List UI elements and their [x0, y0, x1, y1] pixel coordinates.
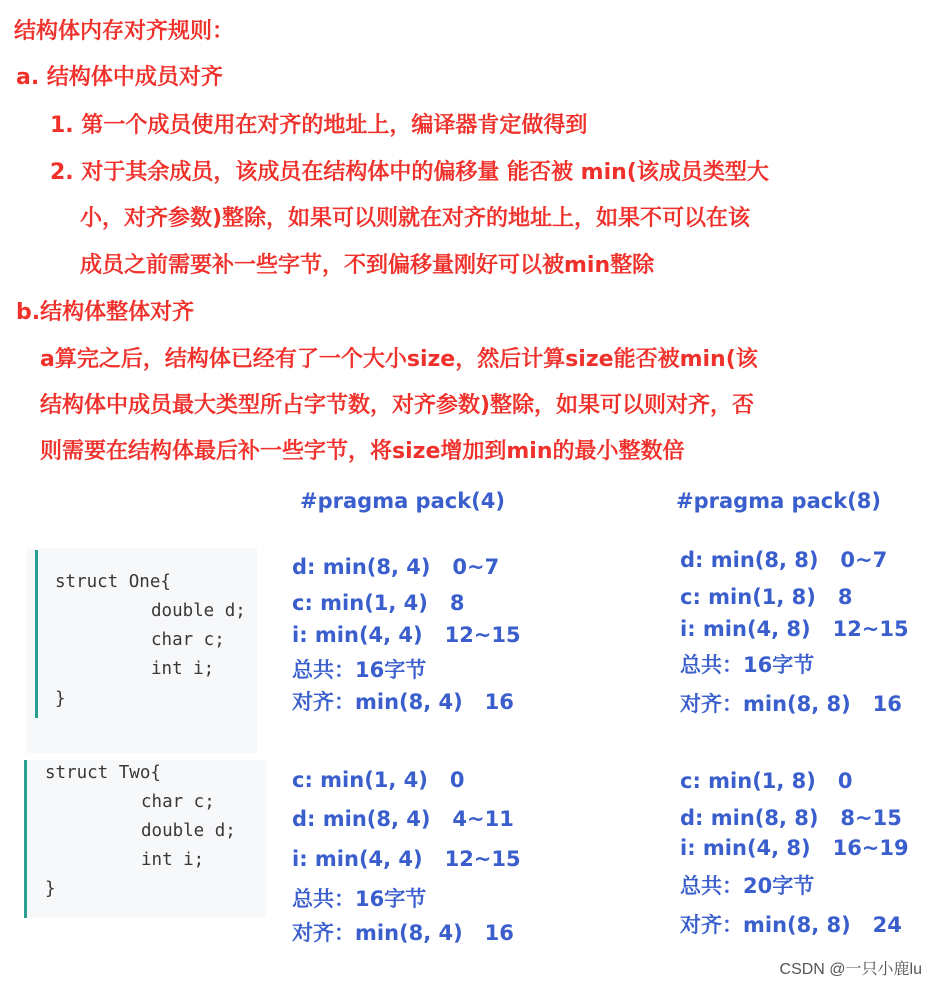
- one-pack8-i: i: min(4, 8) 12~15: [680, 617, 909, 641]
- pack4-header: #pragma pack(4): [300, 489, 505, 513]
- two-pack4-align: 对齐：min(8, 4) 16: [292, 921, 514, 945]
- pack8-header: #pragma pack(8): [676, 489, 881, 513]
- code-line: char c;: [141, 792, 215, 812]
- code-line: int i;: [151, 659, 215, 679]
- rule-a-item2-line2: 小，对齐参数)整除，如果可以则就在对齐的地址上，如果不可以在该: [80, 206, 751, 231]
- one-pack4-c: c: min(1, 4) 8: [292, 591, 465, 615]
- code-line: struct Two{: [45, 763, 161, 783]
- code-panel-struct-two: [24, 760, 266, 918]
- rule-a-item2-line1: 2. 对于其余成员，该成员在结构体中的偏移量 能否被 min(该成员类型大: [50, 160, 769, 185]
- code-accent-bar: [24, 760, 27, 918]
- code-line: struct One{: [55, 572, 171, 592]
- code-line: int i;: [141, 850, 205, 870]
- code-panel-struct-one: [27, 548, 257, 753]
- one-pack8-d: d: min(8, 8) 0~7: [680, 548, 888, 572]
- code-line: }: [45, 879, 56, 899]
- two-pack4-c: c: min(1, 4) 0: [292, 768, 465, 792]
- two-pack8-d: d: min(8, 8) 8~15: [680, 806, 902, 830]
- rule-b-line1: a算完之后，结构体已经有了一个大小size，然后计算size能否被min(该: [40, 347, 758, 372]
- rules-title: 结构体内存对齐规则：: [14, 19, 235, 44]
- two-pack8-total: 总共：20字节: [680, 874, 815, 898]
- rule-a-item1: 1. 第一个成员使用在对齐的地址上，编译器肯定做得到: [50, 113, 588, 138]
- rule-a-heading: a. 结构体中成员对齐: [16, 65, 223, 90]
- one-pack4-align: 对齐：min(8, 4) 16: [292, 690, 514, 714]
- csdn-watermark: CSDN @一只小鹿lu: [779, 961, 922, 978]
- code-accent-bar: [35, 550, 38, 718]
- rule-a-item2-line3: 成员之前需要补一些字节，不到偏移量刚好可以被min整除: [80, 253, 655, 278]
- rule-b-line2: 结构体中成员最大类型所占字节数，对齐参数)整除，如果可以则对齐，否: [40, 393, 755, 418]
- code-line: double d;: [151, 601, 246, 621]
- two-pack4-d: d: min(8, 4) 4~11: [292, 807, 514, 831]
- two-pack4-i: i: min(4, 4) 12~15: [292, 847, 521, 871]
- one-pack8-c: c: min(1, 8) 8: [680, 585, 853, 609]
- rule-b-line3: 则需要在结构体最后补一些字节，将size增加到min的最小整数倍: [40, 439, 685, 464]
- one-pack4-i: i: min(4, 4) 12~15: [292, 623, 521, 647]
- one-pack4-total: 总共：16字节: [292, 658, 427, 682]
- code-line: char c;: [151, 630, 225, 650]
- two-pack8-i: i: min(4, 8) 16~19: [680, 836, 909, 860]
- two-pack8-c: c: min(1, 8) 0: [680, 769, 853, 793]
- code-line: }: [55, 689, 66, 709]
- one-pack8-total: 总共：16字节: [680, 653, 815, 677]
- one-pack4-d: d: min(8, 4) 0~7: [292, 555, 500, 579]
- two-pack4-total: 总共：16字节: [292, 887, 427, 911]
- one-pack8-align: 对齐：min(8, 8) 16: [680, 692, 902, 716]
- two-pack8-align: 对齐：min(8, 8) 24: [680, 913, 902, 937]
- rule-b-heading: b.结构体整体对齐: [16, 300, 195, 325]
- code-line: double d;: [141, 821, 236, 841]
